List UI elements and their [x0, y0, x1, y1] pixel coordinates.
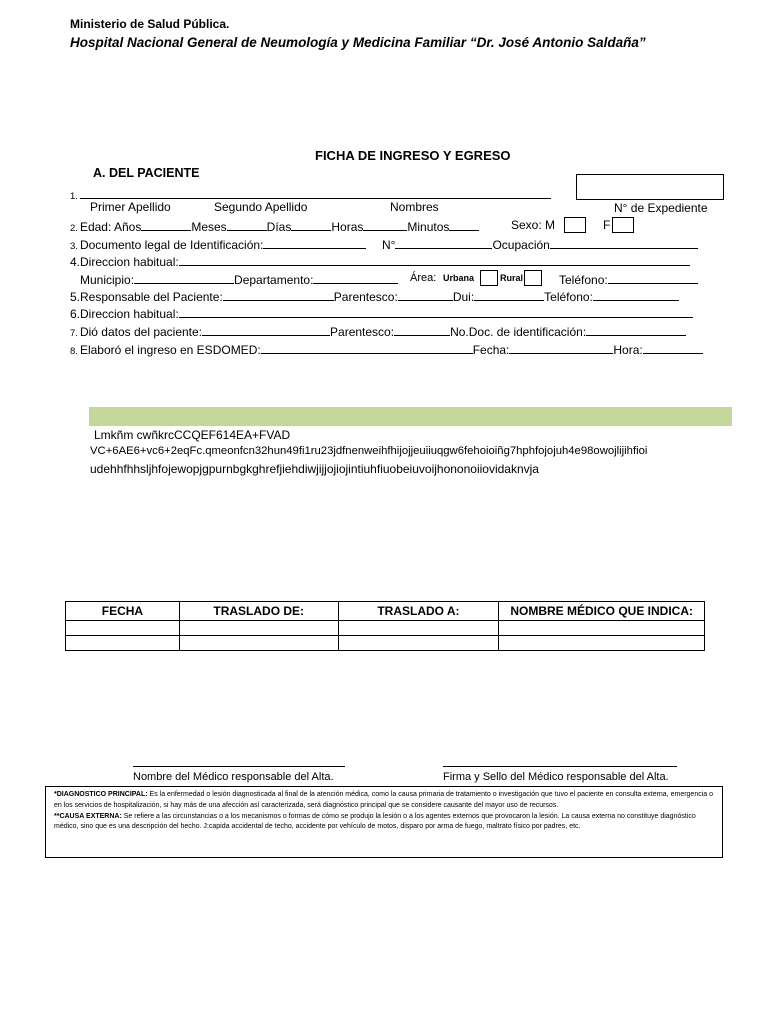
table-row [66, 636, 705, 651]
row-7 [70, 323, 686, 339]
table-row [66, 621, 705, 636]
causa-externa-text: Se refiere a las circunstancias o a los mecanismos o formas de cómo se produjo la lesión o a los agentes externos que provocaron la lesión. La causa externa no constituye diagnóstico médico, sino que es una descripción del hecho. J:capida accidental de techo, accidente por vehículo de motos, disparo por arma de fuego, maltrato físico por padres, etc. [54, 812, 696, 831]
diagnostico-text: Es la enfermedad o lesión diagnosticada al final de la atención médica, como la causa primaria de tratamiento o investigación que tuvo el paciente en consulta externa, emergencia o en los servicios de hospitalización, si hay más de una afección así caracterizada, será diagnóstico principal que se considere causante del mayor uso de recursos. [54, 791, 714, 809]
primer-apellido-label: Primer Apellido [90, 200, 171, 214]
municipio-field[interactable] [134, 271, 234, 284]
sexo-m-checkbox[interactable] [564, 217, 586, 233]
nodoc-label: No.Doc. de identificación: [450, 325, 587, 339]
diagnostico-note [54, 790, 714, 812]
free-text-line-1: Lmkñm cwñkrcCCQEF614EA+FVAD [94, 428, 291, 442]
section-a-heading: A. DEL PACIENTE [93, 166, 200, 180]
parentesco-label: Parentesco: [333, 290, 398, 304]
horas-label: Horas [331, 220, 364, 234]
expediente-label: N° de Expediente [614, 201, 708, 215]
row-5 [70, 288, 679, 304]
urbana-label: Urbana [443, 273, 475, 283]
dio-datos-label: Dió datos del paciente: [79, 325, 203, 339]
elaboro-field[interactable] [261, 341, 473, 354]
numero-field[interactable] [395, 236, 492, 249]
ocupacion-label: Ocupación [492, 238, 550, 252]
causa-externa-note [54, 812, 714, 834]
fecha-label: Fecha: [472, 343, 510, 357]
ministry-name: Ministerio de Salud Pública. [70, 17, 230, 31]
notes-box [45, 786, 723, 858]
row-4 [70, 253, 690, 269]
name-field[interactable] [80, 186, 551, 199]
column-header: FECHA [66, 602, 180, 621]
direccion-field[interactable] [179, 253, 690, 266]
sexo-f-checkbox[interactable] [612, 217, 634, 233]
urbana-checkbox[interactable] [480, 270, 498, 286]
signature-line-right[interactable] [443, 766, 677, 767]
free-text-line-2: VC+6AE6+vc6+2eqFc.qmeonfcn32hun49fi1ru23jdfnenweihfhijojjeuiiuqgw6fehoioiñg7hphfojojuh4e98owojlijihfioi [90, 445, 648, 457]
section-band [89, 407, 732, 426]
dias-field[interactable] [291, 218, 331, 231]
signature-right-label: Firma y Sello del Médico responsable del Alta. [443, 771, 669, 783]
telefono-label: Teléfono: [559, 273, 608, 287]
municipio-label: Municipio: [80, 273, 135, 287]
row-number: 7. [70, 328, 78, 339]
table-cell[interactable] [499, 636, 705, 651]
signature-left-label: Nombre del Médico responsable del Alta. [133, 771, 334, 783]
row-3 [70, 236, 366, 252]
transfer-table [65, 601, 705, 651]
ocupacion-field[interactable] [550, 236, 698, 249]
numero-row [382, 236, 698, 252]
responsable-label: 5.Responsable del Paciente: [70, 290, 223, 304]
area-label: Área: [410, 272, 437, 284]
responsable-field[interactable] [223, 288, 334, 301]
signature-line-left[interactable] [133, 766, 345, 767]
parentesco7-label: Parentesco: [330, 325, 395, 339]
dui-field[interactable] [474, 288, 544, 301]
row-number: 8. [70, 346, 78, 357]
departamento-label: Departamento: [234, 273, 314, 287]
table-cell[interactable] [179, 621, 338, 636]
table-cell[interactable] [338, 621, 499, 636]
telefono2-label: Teléfono: [544, 290, 593, 304]
dias-label: Días [266, 220, 292, 234]
column-header: TRASLADO A: [338, 602, 499, 621]
documento-field[interactable] [263, 236, 366, 249]
elaboro-label: Elaboró el ingreso en ESDOMED: [79, 343, 261, 357]
table-cell[interactable] [66, 636, 180, 651]
fecha-field[interactable] [509, 341, 613, 354]
table-header-row [66, 602, 705, 621]
row-2 [70, 218, 479, 234]
expediente-box[interactable] [576, 174, 724, 200]
direccion-label: 4.Direccion habitual: [70, 255, 179, 269]
minutos-label: Minutos [407, 220, 450, 234]
hora-label: Hora: [613, 343, 643, 357]
minutos-field[interactable] [449, 218, 479, 231]
table-cell[interactable] [499, 621, 705, 636]
numero-label: N° [382, 238, 396, 252]
column-header: NOMBRE MÉDICO QUE INDICA: [499, 602, 705, 621]
parentesco-field[interactable] [398, 288, 453, 301]
edad-label: Edad: Años [79, 220, 142, 234]
row-number: 1. [70, 191, 78, 202]
parentesco7-field[interactable] [394, 323, 450, 336]
segundo-apellido-label: Segundo Apellido [214, 200, 308, 214]
direccion6-field[interactable] [179, 305, 693, 318]
direccion6-label: 6.Direccion habitual: [70, 307, 179, 321]
free-text-line-3: udehhfhhsljhfojewopjgpurnbgkghrefjiehdiwjijjojiojintiuhfiuobeiuvoijhononoiiovidaknvja [90, 462, 539, 476]
rural-checkbox[interactable] [524, 270, 542, 286]
meses-label: Meses [191, 220, 227, 234]
nombres-label: Nombres [390, 200, 439, 214]
documento-label: Documento legal de Identificación: [79, 238, 264, 252]
causa-externa-label: **CAUSA EXTERNA: [54, 812, 122, 820]
hospital-name: Hospital Nacional General de Neumología y Medicina Familiar “Dr. José Antonio Saldaña” [70, 35, 646, 50]
meses-field[interactable] [227, 218, 267, 231]
column-header: TRASLADO DE: [179, 602, 338, 621]
rural-label: Rural [500, 273, 524, 283]
form-title: FICHA DE INGRESO Y EGRESO [315, 148, 511, 163]
diagnostico-label: *DIAGNOSTICO PRINCIPAL: [54, 791, 148, 798]
hora-field[interactable] [643, 341, 703, 354]
departamento-field[interactable] [313, 271, 398, 284]
table-cell[interactable] [66, 621, 180, 636]
horas-field[interactable] [363, 218, 407, 231]
row-8 [70, 341, 703, 357]
telefono-row [559, 271, 698, 287]
nodoc-field[interactable] [586, 323, 686, 336]
telefono2-field[interactable] [593, 288, 679, 301]
row-number: 2. [70, 223, 78, 234]
sexo-m-label: Sexo: M [511, 218, 556, 232]
table-cell[interactable] [338, 636, 499, 651]
row-6 [70, 305, 693, 321]
row-number: 3. [70, 241, 78, 252]
anios-field[interactable] [141, 218, 191, 231]
sexo-f-label: F [603, 218, 611, 232]
dui-label: Dui: [452, 290, 475, 304]
table-cell[interactable] [179, 636, 338, 651]
telefono-field[interactable] [608, 271, 698, 284]
dio-datos-field[interactable] [202, 323, 330, 336]
municipio-row [80, 271, 398, 287]
